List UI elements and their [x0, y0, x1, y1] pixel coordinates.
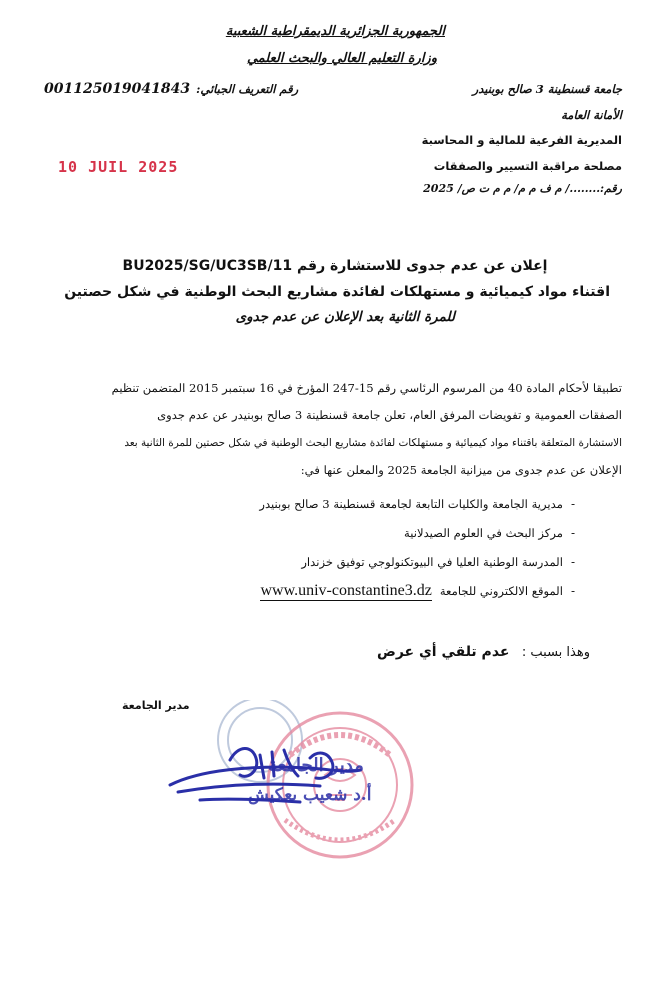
sub-directorate: المديرية الفرعية للمالية و المحاسبة	[421, 133, 622, 147]
signatory-title: مدير الجامعة	[122, 699, 190, 712]
university-name: جامعة قسنطينة 3 صالح بوبنيدر	[472, 82, 622, 96]
general-secretariat: الأمانة العامة	[561, 108, 622, 122]
reason-label: وهذا بسبب :	[521, 645, 590, 660]
stamp-director-title: مدير الجامعة	[268, 755, 364, 776]
announcement-note: للمرة الثانية بعد الإعلان عن عدم جدوى	[235, 309, 455, 325]
ministry-header: وزارة التعليم العالي والبحث العلمي	[246, 51, 437, 66]
announcement-subject: اقتناء مواد كيميائية و مستهلكات لفائدة مشاريع البحث الوطنية في شكل حصتين	[64, 284, 610, 300]
tax-id-label: رقم التعريف الجبائي:	[196, 82, 299, 96]
reference-number: رقم:......../ م ف م م/ م م ت ص/ 2025	[423, 182, 622, 195]
list-item: - مركز البحث في العلوم الصيدلانية	[404, 526, 575, 540]
announcement-title: إعلان عن عدم جدوى للاستشارة رقم BU2025/SG/UC3SB/11	[122, 258, 548, 274]
body-line-4: الإعلان عن عدم جدوى من ميزانية الجامعة 2025 والمعلن عنها في:	[300, 463, 622, 477]
list-item-text: مديرية الجامعة والكليات التابعة لجامعة قسنطينة 3 صالح بوبنيدر	[259, 497, 563, 511]
body-line-3: الاستشارة المتعلقة باقتناء مواد كيميائية و مستهلكات لفائدة مشاريع البحث الوطنية في شكل حصتين للمرة الثانية بعد	[124, 437, 622, 449]
list-item-text: مركز البحث في العلوم الصيدلانية	[404, 526, 563, 540]
body-line-1: تطبيقا لأحكام المادة 40 من المرسوم الرئاسي رقم 15-247 المؤرخ في 16 سبتمبر 2015 المتضمن تنظيم	[111, 381, 622, 395]
service-name: مصلحة مراقبة التسيير والصفقات	[433, 159, 622, 173]
republic-header: الجمهورية الجزائرية الديمقراطية الشعبية	[225, 24, 445, 39]
reason-line	[377, 644, 590, 660]
tax-id	[44, 81, 298, 97]
list-item: - مديرية الجامعة والكليات التابعة لجامعة قسنطينة 3 صالح بوبنيدر	[259, 497, 575, 511]
list-item-website: - الموقع الالكتروني للجامعة www.univ-constantine3.dz	[260, 582, 575, 599]
reason-value: عدم تلقي أي عرض	[376, 644, 510, 660]
stamp-director-name: أ.د شعيب بعكيش	[248, 785, 372, 805]
website-label: الموقع الالكتروني للجامعة	[439, 584, 563, 599]
body-line-2: الصفقات العمومية و تفويضات المرفق العام، تعلن جامعة قسنطينة 3 صالح بوبنيدر عن عدم جدوى	[157, 408, 622, 422]
date-stamp: 10 JUIL 2025	[58, 158, 179, 176]
list-item-text: المدرسة الوطنية العليا في البيوتكنولوجي توفيق خزندار	[301, 555, 563, 569]
list-item: - المدرسة الوطنية العليا في البيوتكنولوجي توفيق خزندار	[301, 555, 575, 569]
handwritten-signature	[160, 740, 370, 820]
website-link[interactable]: www.univ-constantine3.dz	[260, 582, 432, 599]
tax-id-value: 001125019041843	[44, 81, 191, 97]
